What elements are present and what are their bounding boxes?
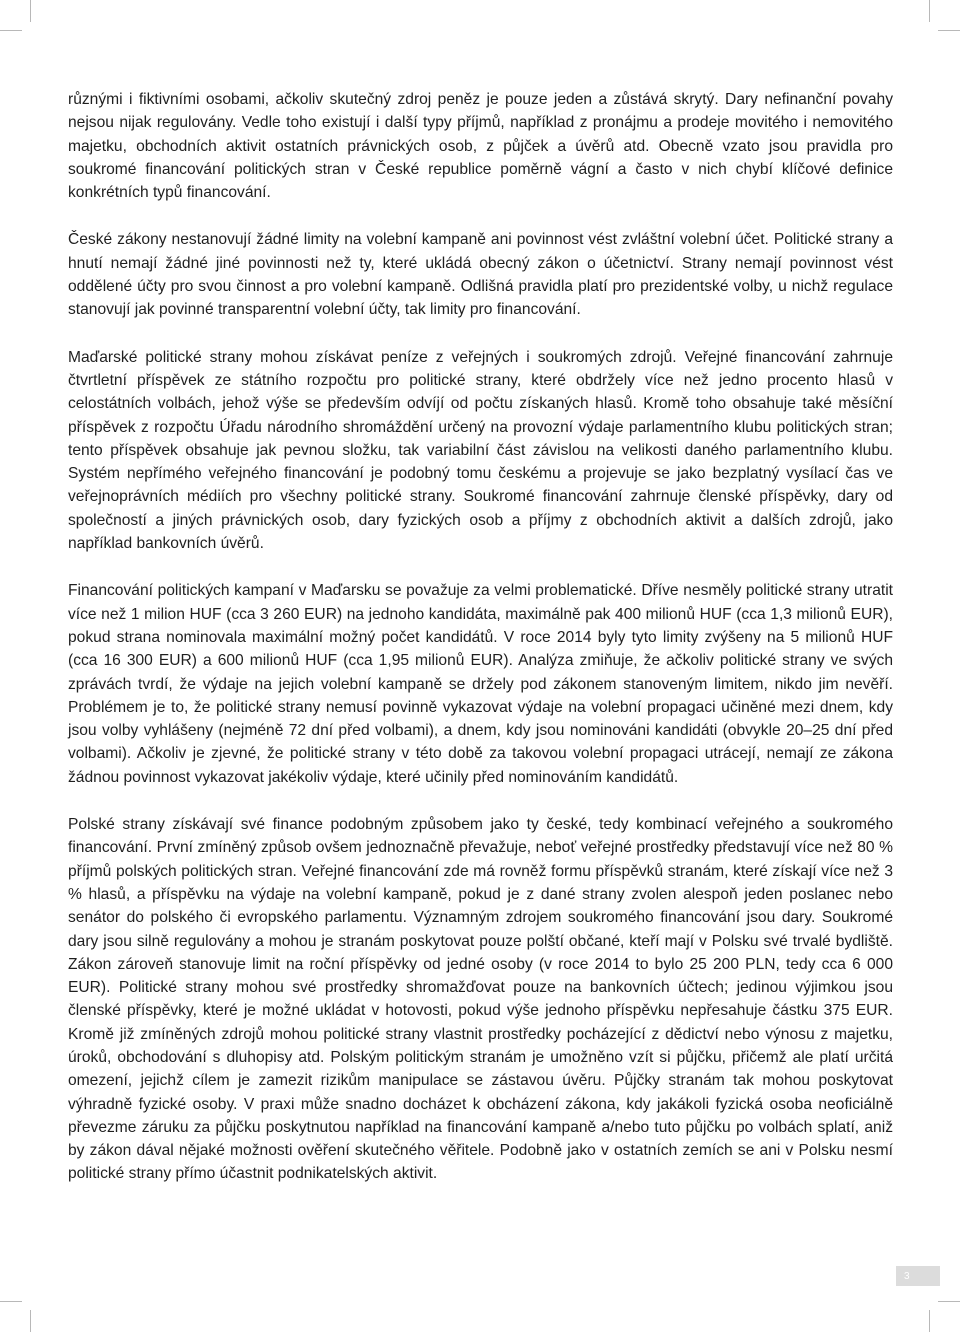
crop-mark-top-right-horizontal [938, 30, 960, 31]
document-body [68, 88, 893, 1210]
crop-mark-bottom-right-vertical [929, 1310, 930, 1332]
paragraph-hungarian-funding: Maďarské politické strany mohou získávat peníze z veřejných i soukromých zdrojů. Veřejné financování zahrnuje čtvrtletní příspěvek ze státního rozpočtu pro politické strany, které obdržely více než jedno procento hlasů v celostátních volbách, jehož výše se především odvíjí od počtu získaných hlasů. Kromě toho obsahuje také měsíční příspěvek z rozpočtu Úřadu národního shromáždění určený na provozní výdaje parlamentního klubu politických stran; tento příspěvek obsahuje jak pevnou složku, tak variabilní část závislou na velikosti daného parlamentního klubu. Systém nepřímého veřejného financování je podobný tomu českému a projevuje se jako bezplatný vysílací čas ve veřejnoprávních médiích pro všechny politické strany. Soukromé financování zahrnuje členské příspěvky, dary od společností a jiných právnických osob, dary fyzických osob a příjmy z obchodních aktivit a dalších zdrojů, jako například bankovních úvěrů. [68, 348, 893, 553]
crop-mark-bottom-left-horizontal [0, 1301, 22, 1302]
crop-mark-top-left-vertical [30, 0, 31, 22]
crop-mark-bottom-right-horizontal [938, 1301, 960, 1302]
page-number: 3 [904, 1270, 910, 1282]
crop-mark-bottom-left-vertical [30, 1310, 31, 1332]
paragraph-polish-funding: Polské strany získávají své finance podobným způsobem jako ty české, tedy kombinací veřejného a soukromého financování. První zmíněný způsob ovšem jednoznačně převažuje, neboť veřejné prostředky představují více než 80 % příjmů polských politických stran. Veřejné financování zde má rovněž formu příspěvků stranám, které získají více než 3 % hlasů, a příspěvku na výdaje na volební kampaně, pokud je z dané strany zvolen alespoň jeden poslanec nebo senátor do polského či evropského parlamentu. Významným zdrojem soukromého financování jsou dary. Soukromé dary jsou silně regulovány a mohou je stranám poskytovat pouze polští občané, kteří mají v Polsku své trvalé bydliště. Zákon zároveň stanovuje limit na roční příspěvky od jedné osoby (v roce 2014 to bylo 25 200 PLN, tedy cca 6 000 EUR). Politické strany mohou své prostředky shromažďovat pouze na bankovních účtech; jedinou výjimkou jsou členské příspěvky, které je možné ukládat v hotovosti, pokud výše jednoho příspěvku nepřesahuje částku 375 EUR. Kromě již zmíněných zdrojů mohou politické strany vlastnit prostředky pocházející z dědictví nebo výnosu z majetku, úroků, obchodování s dluhopisy atd. Polským politickým stranám je umožněno vzít si půjčku, přičemž ale platí určitá omezení, jejichž cílem je zamezit rizikům manipulace se zástavou úvěru. Půjčky stranám tak mohou poskytovat výhradně fyzické osoby. V praxi může snadno docházet k obcházení zákona, kdy jakákoli fyzická osoba neoficiálně převezme záruku za půjčku poskytnutou například na financování kampaně a/nebo tuto půjčku po volbách splatí, aniž by zákon dával nějaké možnosti ověření skutečného věřitele. Podobně jako v ostatních zemích se ani v Polsku nesmí politické strany přímo účastnit podnikatelských aktivit. [68, 816, 893, 1183]
paragraph-czech-campaign-limits: České zákony nestanovují žádné limity na volební kampaně ani povinnost vést zvláštní volební účet. Politické strany a hnutí nemají žádné jiné povinnosti než ty, které ukládá obecný zákon o účetnictví. Strany nemají povinnost vést oddělené účty pro svou činnost a pro volební kampaně. Odlišná pravidla platí pro prezidentské volby, u nichž regulace stanovují jak povinné transparentní volební účty, tak limity pro financování. [68, 231, 893, 319]
crop-mark-top-right-vertical [929, 0, 930, 22]
paragraph-hungarian-campaigns: Financování politických kampaní v Maďarsku se považuje za velmi problematické. Dříve nesměly politické strany utratit více než 1 milion HUF (cca 3 260 EUR) na jednoho kandidáta, maximálně pak 400 milionů HUF (cca 1,3 milionů EUR), pokud strana nominovala maximální možný počet kandidátů. V roce 2014 byly tyto limity zvýšeny na 5 milionů HUF (cca 16 300 EUR) a 600 milionů HUF (cca 1,95 milionů EUR). Analýza zmiňuje, že ačkoliv politické strany ve svých zprávách tvrdí, že výdaje na jejich volební kampaně se držely pod zákonem stanoveným limitem, nikdo jim nevěří. Problémem je to, že politické strany nemusí povinně vykazovat výdaje na volební propagaci učiněné mezi dnem, kdy jsou volby vyhlášeny (nejméně 72 dní před volbami), a dnem, kdy jsou nominováni kandidáti (obvykle 20–25 dní před volbami). Ačkoliv je zjevné, že politické strany v této době za takovou volební propagaci utrácejí, nemají ze zákona žádnou povinnost vykazovat jakékoliv výdaje, které učinily před nominováním kandidátů. [68, 582, 893, 786]
paragraph-private-funding-rules: různými i fiktivními osobami, ačkoliv skutečný zdroj peněz je pouze jeden a zůstává skrytý. Dary nefinanční povahy nejsou nijak regulovány. Vedle toho existují i další typy příjmů, například z pronájmu a prodeje movitého i nemovitého majetku, obchodních aktivit ostatních právnických osob, z půjček a úvěrů atd. Obecně vzato jsou pravidla pro soukromé financování politických stran v České republice poměrně vágní a často v nich chybí klíčové definice konkrétních typů financování. [68, 91, 893, 202]
page-number-box [896, 1266, 940, 1286]
crop-mark-top-left-horizontal [0, 30, 22, 31]
